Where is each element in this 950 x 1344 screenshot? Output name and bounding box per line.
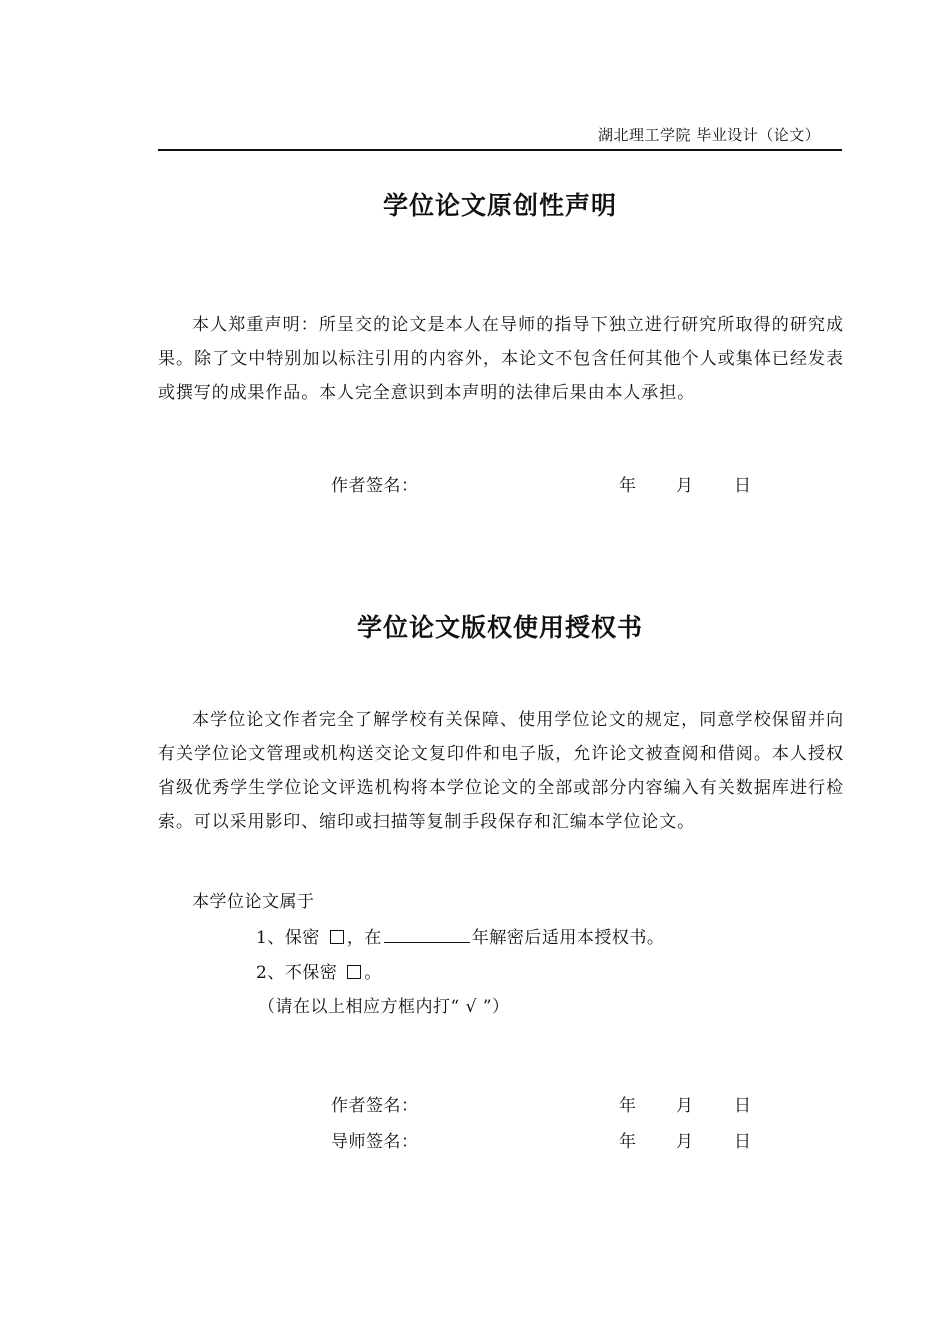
authorization-author-day-label: 日 bbox=[734, 1096, 751, 1116]
option-confidential-prefix: 1、保密 bbox=[256, 928, 320, 948]
option-confidential bbox=[256, 923, 664, 948]
originality-month-label: 月 bbox=[676, 476, 693, 496]
originality-author-signature-label: 作者签名： bbox=[331, 476, 419, 496]
option-not-confidential-suffix: 。 bbox=[364, 963, 382, 983]
advisor-year-label: 年 bbox=[619, 1132, 636, 1152]
advisor-month-label: 月 bbox=[676, 1132, 693, 1152]
authorization-title: 学位论文版权使用授权书 bbox=[356, 613, 643, 642]
originality-day-label: 日 bbox=[734, 476, 751, 496]
option-confidential-suffix: 年解密后适用本授权书。 bbox=[471, 928, 665, 948]
authorization-author-month-label: 月 bbox=[676, 1096, 693, 1116]
originality-title: 学位论文原创性声明 bbox=[382, 191, 617, 220]
originality-year-label: 年 bbox=[619, 476, 636, 496]
belongs-label: 本学位论文属于 bbox=[192, 892, 315, 912]
advisor-day-label: 日 bbox=[734, 1132, 751, 1152]
declassify-year-blank[interactable] bbox=[384, 926, 470, 943]
running-header: 湖北理工学院 毕业设计（论文） bbox=[598, 126, 821, 144]
option-confidential-mid: ，在 bbox=[346, 928, 382, 948]
option-not-confidential bbox=[256, 958, 382, 983]
option-not-confidential-prefix: 2、不保密 bbox=[256, 963, 338, 983]
advisor-signature-label: 导师签名： bbox=[331, 1132, 419, 1152]
header-rule bbox=[158, 149, 842, 151]
originality-paragraph: 本人郑重声明：所呈交的论文是本人在导师的指导下独立进行研究所取得的研究成果。除了文中特别加以标注引用的内容外，本论文不包含任何其他个人或集体已经发表或撰写的成果作品。本人完全意识到本声明的法律后果由本人承担。 bbox=[158, 315, 844, 403]
authorization-author-year-label: 年 bbox=[619, 1096, 636, 1116]
authorization-author-signature-label: 作者签名： bbox=[331, 1096, 419, 1116]
authorization-paragraph: 本学位论文作者完全了解学校有关保障、使用学位论文的规定，同意学校保留并向有关学位论文管理或机构送交论文复印件和电子版，允许论文被查阅和借阅。本人授权省级优秀学生学位论文评选机构将本学位论文的全部或部分内容编入有关数据库进行检索。可以采用影印、缩印或扫描等复制手段保存和汇编本学位论文。 bbox=[158, 710, 844, 832]
confidential-checkbox[interactable] bbox=[330, 930, 344, 944]
checkbox-instruction: （请在以上相应方框内打“ √ ”） bbox=[258, 997, 510, 1017]
not-confidential-checkbox[interactable] bbox=[347, 965, 361, 979]
